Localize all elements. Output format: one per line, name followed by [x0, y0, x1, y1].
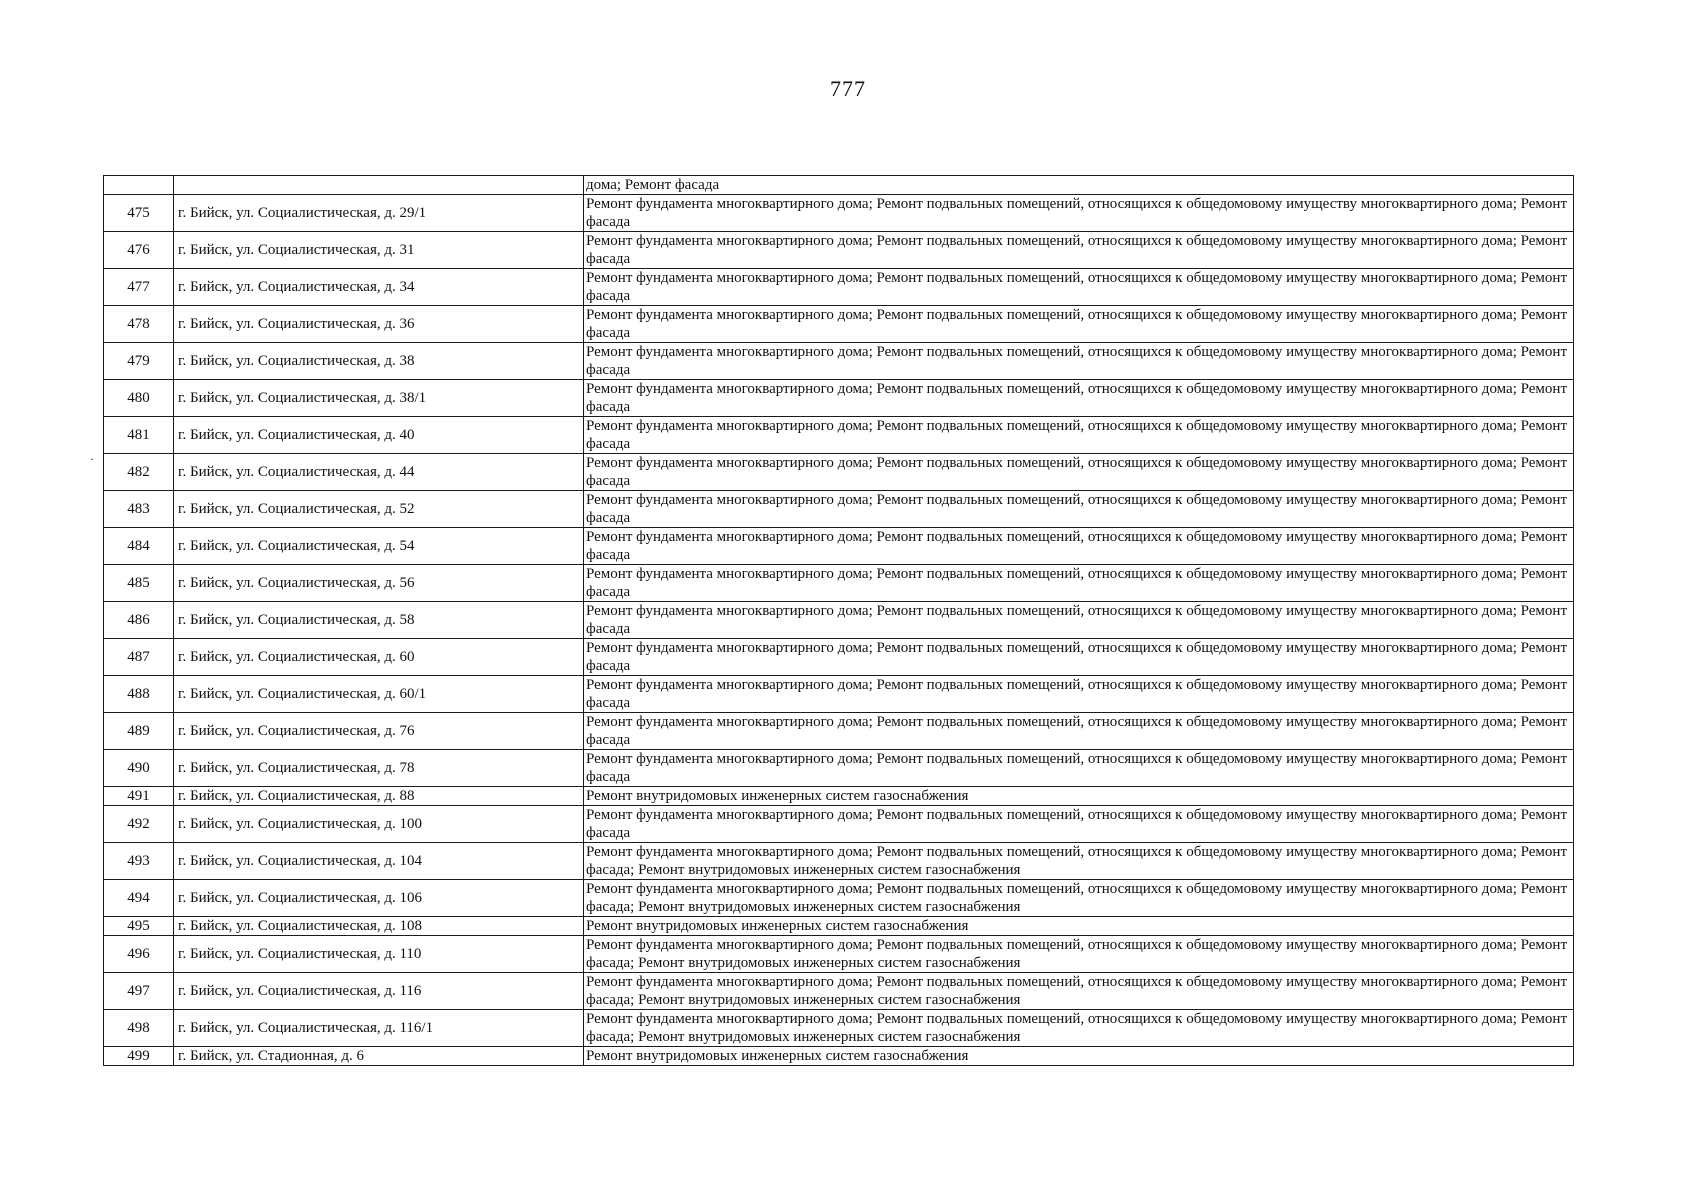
row-works: Ремонт фундамента многоквартирного дома; Ремонт подвальных помещений, относящихся к общедомовому имуществу многоквартирного дома; Ремонт фасада: [584, 676, 1574, 713]
table-row: [104, 269, 1574, 306]
row-number: 485: [104, 565, 174, 602]
row-address: г. Бийск, ул. Социалистическая, д. 58: [174, 602, 584, 639]
table-row: [104, 750, 1574, 787]
row-number: 496: [104, 936, 174, 973]
row-number: 476: [104, 232, 174, 269]
table-row: [104, 1010, 1574, 1047]
row-number: 497: [104, 973, 174, 1010]
row-works: Ремонт фундамента многоквартирного дома; Ремонт подвальных помещений, относящихся к общедомовому имуществу многоквартирного дома; Ремонт фасада: [584, 806, 1574, 843]
table-row: [104, 491, 1574, 528]
table-row: [104, 880, 1574, 917]
row-works: дома; Ремонт фасада: [584, 176, 1574, 195]
row-address: г. Бийск, ул. Социалистическая, д. 116: [174, 973, 584, 1010]
row-number: 488: [104, 676, 174, 713]
row-address: г. Бийск, ул. Социалистическая, д. 34: [174, 269, 584, 306]
row-number: 486: [104, 602, 174, 639]
table-row: [104, 936, 1574, 973]
table-row: [104, 343, 1574, 380]
row-number: 477: [104, 269, 174, 306]
row-works: Ремонт фундамента многоквартирного дома; Ремонт подвальных помещений, относящихся к общедомовому имуществу многоквартирного дома; Ремонт фасада; Ремонт внутридомовых инженерных систем газоснабжения: [584, 1010, 1574, 1047]
table-row: [104, 380, 1574, 417]
table-row: [104, 806, 1574, 843]
row-number: 475: [104, 195, 174, 232]
row-number: 478: [104, 306, 174, 343]
row-number: 491: [104, 787, 174, 806]
table-row: [104, 602, 1574, 639]
row-address: г. Бийск, ул. Социалистическая, д. 60/1: [174, 676, 584, 713]
row-works: Ремонт фундамента многоквартирного дома; Ремонт подвальных помещений, относящихся к общедомовому имуществу многоквартирного дома; Ремонт фасада: [584, 417, 1574, 454]
row-number: 495: [104, 917, 174, 936]
table-row-continuation: [104, 176, 1574, 195]
row-works: Ремонт фундамента многоквартирного дома; Ремонт подвальных помещений, относящихся к общедомовому имуществу многоквартирного дома; Ремонт фасада: [584, 343, 1574, 380]
row-works: Ремонт фундамента многоквартирного дома; Ремонт подвальных помещений, относящихся к общедомовому имуществу многоквартирного дома; Ремонт фасада: [584, 491, 1574, 528]
row-address: г. Бийск, ул. Стадионная, д. 6: [174, 1047, 584, 1066]
row-address: г. Бийск, ул. Социалистическая, д. 29/1: [174, 195, 584, 232]
row-number: 498: [104, 1010, 174, 1047]
repair-registry-table: [103, 175, 1574, 1066]
row-number: 494: [104, 880, 174, 917]
row-works: Ремонт фундамента многоквартирного дома; Ремонт подвальных помещений, относящихся к общедомовому имуществу многоквартирного дома; Ремонт фасада: [584, 232, 1574, 269]
row-address: г. Бийск, ул. Социалистическая, д. 78: [174, 750, 584, 787]
row-number: [104, 176, 174, 195]
row-works: Ремонт внутридомовых инженерных систем газоснабжения: [584, 917, 1574, 936]
row-number: 480: [104, 380, 174, 417]
table-row: [104, 676, 1574, 713]
row-number: 493: [104, 843, 174, 880]
row-address: г. Бийск, ул. Социалистическая, д. 44: [174, 454, 584, 491]
row-works: Ремонт фундамента многоквартирного дома; Ремонт подвальных помещений, относящихся к общедомовому имуществу многоквартирного дома; Ремонт фасада: [584, 380, 1574, 417]
table-row: [104, 565, 1574, 602]
row-number: 492: [104, 806, 174, 843]
row-address: г. Бийск, ул. Социалистическая, д. 106: [174, 880, 584, 917]
row-works: Ремонт фундамента многоквартирного дома; Ремонт подвальных помещений, относящихся к общедомовому имуществу многоквартирного дома; Ремонт фасада: [584, 639, 1574, 676]
row-number: 479: [104, 343, 174, 380]
row-works: Ремонт фундамента многоквартирного дома; Ремонт подвальных помещений, относящихся к общедомовому имуществу многоквартирного дома; Ремонт фасада: [584, 602, 1574, 639]
row-address: г. Бийск, ул. Социалистическая, д. 116/1: [174, 1010, 584, 1047]
row-number: 499: [104, 1047, 174, 1066]
table-row: [104, 195, 1574, 232]
margin-mark: ·: [90, 452, 94, 466]
table-row: [104, 787, 1574, 806]
row-works: Ремонт фундамента многоквартирного дома; Ремонт подвальных помещений, относящихся к общедомовому имуществу многоквартирного дома; Ремонт фасада: [584, 528, 1574, 565]
table-row: [104, 1047, 1574, 1066]
row-works: Ремонт фундамента многоквартирного дома; Ремонт подвальных помещений, относящихся к общедомовому имуществу многоквартирного дома; Ремонт фасада: [584, 454, 1574, 491]
row-address: г. Бийск, ул. Социалистическая, д. 76: [174, 713, 584, 750]
row-number: 483: [104, 491, 174, 528]
row-works: Ремонт фундамента многоквартирного дома; Ремонт подвальных помещений, относящихся к общедомовому имуществу многоквартирного дома; Ремонт фасада: [584, 306, 1574, 343]
row-number: 482: [104, 454, 174, 491]
page-number: 777: [830, 76, 866, 101]
row-number: 490: [104, 750, 174, 787]
table-row: [104, 973, 1574, 1010]
table-row: [104, 917, 1574, 936]
row-address: г. Бийск, ул. Социалистическая, д. 54: [174, 528, 584, 565]
row-works: Ремонт фундамента многоквартирного дома; Ремонт подвальных помещений, относящихся к общедомовому имуществу многоквартирного дома; Ремонт фасада; Ремонт внутридомовых инженерных систем газоснабжения: [584, 843, 1574, 880]
row-works: Ремонт фундамента многоквартирного дома; Ремонт подвальных помещений, относящихся к общедомовому имуществу многоквартирного дома; Ремонт фасада; Ремонт внутридомовых инженерных систем газоснабжения: [584, 973, 1574, 1010]
table-row: [104, 232, 1574, 269]
row-works: Ремонт фундамента многоквартирного дома; Ремонт подвальных помещений, относящихся к общедомовому имуществу многоквартирного дома; Ремонт фасада; Ремонт внутридомовых инженерных систем газоснабжения: [584, 936, 1574, 973]
table-body: [104, 176, 1574, 1066]
row-works: Ремонт фундамента многоквартирного дома; Ремонт подвальных помещений, относящихся к общедомовому имуществу многоквартирного дома; Ремонт фасада: [584, 750, 1574, 787]
row-number: 484: [104, 528, 174, 565]
table-row: [104, 417, 1574, 454]
row-works: Ремонт внутридомовых инженерных систем газоснабжения: [584, 1047, 1574, 1066]
row-address: г. Бийск, ул. Социалистическая, д. 36: [174, 306, 584, 343]
table-row: [104, 528, 1574, 565]
row-address: г. Бийск, ул. Социалистическая, д. 56: [174, 565, 584, 602]
row-number: 481: [104, 417, 174, 454]
row-number: 489: [104, 713, 174, 750]
row-works: Ремонт фундамента многоквартирного дома; Ремонт подвальных помещений, относящихся к общедомовому имуществу многоквартирного дома; Ремонт фасада: [584, 269, 1574, 306]
table-row: [104, 713, 1574, 750]
row-works: Ремонт фундамента многоквартирного дома; Ремонт подвальных помещений, относящихся к общедомовому имуществу многоквартирного дома; Ремонт фасада: [584, 713, 1574, 750]
row-works: Ремонт внутридомовых инженерных систем газоснабжения: [584, 787, 1574, 806]
row-address: г. Бийск, ул. Социалистическая, д. 40: [174, 417, 584, 454]
row-works: Ремонт фундамента многоквартирного дома; Ремонт подвальных помещений, относящихся к общедомовому имуществу многоквартирного дома; Ремонт фасада; Ремонт внутридомовых инженерных систем газоснабжения: [584, 880, 1574, 917]
table-row: [104, 306, 1574, 343]
row-number: 487: [104, 639, 174, 676]
row-address: г. Бийск, ул. Социалистическая, д. 110: [174, 936, 584, 973]
row-works: Ремонт фундамента многоквартирного дома; Ремонт подвальных помещений, относящихся к общедомовому имуществу многоквартирного дома; Ремонт фасада: [584, 195, 1574, 232]
table-row: [104, 639, 1574, 676]
row-address: [174, 176, 584, 195]
table-row: [104, 843, 1574, 880]
row-address: г. Бийск, ул. Социалистическая, д. 88: [174, 787, 584, 806]
table-row: [104, 454, 1574, 491]
row-address: г. Бийск, ул. Социалистическая, д. 38/1: [174, 380, 584, 417]
row-address: г. Бийск, ул. Социалистическая, д. 108: [174, 917, 584, 936]
row-address: г. Бийск, ул. Социалистическая, д. 100: [174, 806, 584, 843]
row-address: г. Бийск, ул. Социалистическая, д. 60: [174, 639, 584, 676]
row-address: г. Бийск, ул. Социалистическая, д. 52: [174, 491, 584, 528]
row-address: г. Бийск, ул. Социалистическая, д. 31: [174, 232, 584, 269]
row-address: г. Бийск, ул. Социалистическая, д. 38: [174, 343, 584, 380]
row-works: Ремонт фундамента многоквартирного дома; Ремонт подвальных помещений, относящихся к общедомовому имуществу многоквартирного дома; Ремонт фасада: [584, 565, 1574, 602]
row-address: г. Бийск, ул. Социалистическая, д. 104: [174, 843, 584, 880]
